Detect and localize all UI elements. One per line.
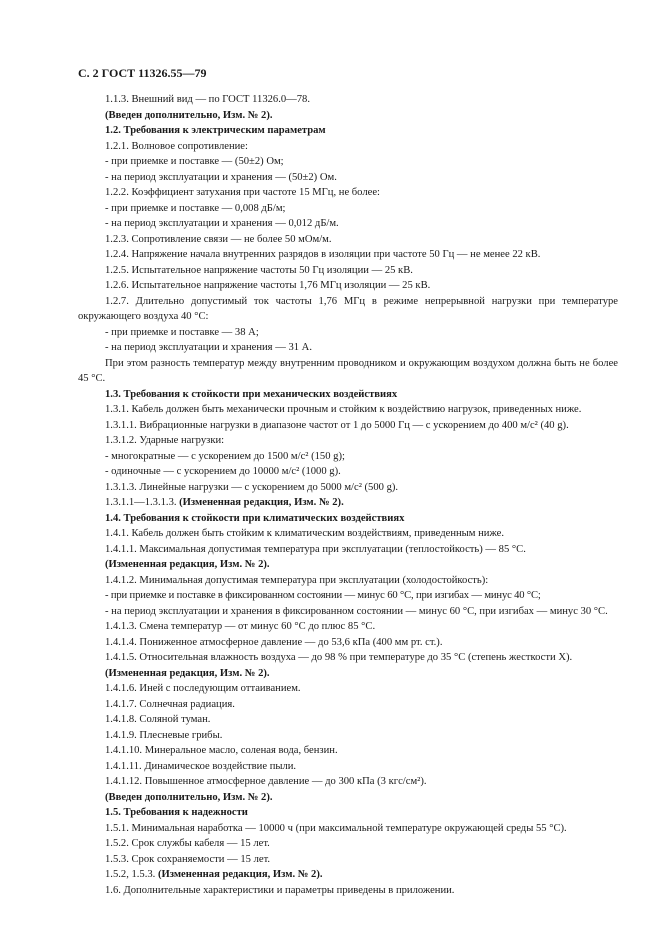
text-line: 1.2.1. Волновое сопротивление:	[105, 140, 248, 152]
text-line: 1.4.1.3. Смена температур — от минус 60 °С до плюс 85 °С.	[105, 621, 376, 632]
list-item: - на период эксплуатации и хранения — 31 А.	[105, 342, 312, 353]
list-item: - при приемке и поставке — 0,008 дБ/м;	[105, 202, 286, 214]
text-line: 1.3.1.3. Линейные нагрузки — с ускорением до 5000 м/с² (500 g).	[105, 481, 399, 493]
text-line: 1.5.3. Срок сохраняемости — 15 лет.	[105, 853, 271, 865]
text-line: 1.4.1.7. Солнечная радиация.	[105, 698, 235, 710]
text-paragraph: При этом разность температур между внутренним проводником и окружающим воздухом должна быть не более 45 °С.	[78, 357, 618, 384]
text-paragraph: 1.5.1. Минимальная наработка — 10000 ч (при максимальной температуре окружающей среды 55 °С).	[105, 822, 567, 834]
section-heading: 1.2. Требования к электрическим параметрам	[105, 125, 326, 136]
clause-range: 1.5.2, 1.5.3.	[105, 869, 158, 880]
text-line: 1.2.5. Испытательное напряжение частоты 50 Гц изоляции — 25 кВ.	[105, 264, 413, 276]
text-line: 1.4.1. Кабель должен быть стойким к климатическим воздействиям, приведенным ниже.	[105, 528, 504, 539]
list-item: - при приемке и поставке — (50±2) Ом;	[105, 156, 284, 167]
amendment-note: (Измененная редакция, Изм. № 2).	[179, 497, 344, 508]
text-line: 1.2.3. Сопротивление связи — не более 50 мОм/м.	[105, 233, 332, 245]
text-line: 1.5.2. Срок службы кабеля — 15 лет.	[105, 838, 270, 849]
amendment-note: (Измененная редакция, Изм. № 2).	[105, 667, 270, 679]
list-item: - при приемке и поставке в фиксированном состоянии — минус 60 °С, при изгибах — минус 40 °С;	[105, 590, 541, 601]
text-line: 1.4.1.4. Пониженное атмосферное давление — до 53,6 кПа (400 мм рт. ст.).	[105, 636, 443, 648]
amendment-note: (Введен дополнительно, Изм. № 2).	[105, 791, 273, 803]
list-item: - при приемке и поставке — 38 А;	[105, 326, 259, 338]
amendment-line	[78, 867, 618, 883]
text-line: 1.3.1.2. Ударные нагрузки:	[105, 435, 225, 446]
text-line: 1.2.6. Испытательное напряжение частоты 1,76 МГц изоляции — 25 кВ.	[105, 280, 431, 291]
amendment-note: (Измененная редакция, Изм. № 2).	[157, 869, 323, 880]
text-line: 1.4.1.6. Иней с последующим оттаиванием.	[105, 683, 301, 694]
clause-range: 1.3.1.1—1.3.1.3.	[105, 497, 180, 508]
amendment-note: (Измененная редакция, Изм. № 2).	[105, 559, 270, 570]
text-paragraph: 1.4.1.5. Относительная влажность воздуха — до 98 % при температуре до 35 °С (степень жесткости Х).	[105, 652, 573, 663]
section-heading: 1.4. Требования к стойкости при климатических воздействиях	[105, 512, 405, 524]
text-paragraph: 1.3.1.1. Вибрационные нагрузки в диапазоне частот от 1 до 5000 Гц — с ускорением до 400 м/с² (40 g).	[105, 419, 569, 431]
amendment-line	[78, 495, 618, 511]
text-line: 1.1.3. Внешний вид — по ГОСТ 11326.0—78.	[105, 94, 311, 105]
section-heading: 1.3. Требования к стойкости при механических воздействиях	[105, 388, 398, 400]
text-line: 1.6. Дополнительные характеристики и параметры приведены в приложении.	[105, 884, 455, 896]
text-line: 1.4.1.10. Минеральное масло, соленая вода, бензин.	[105, 745, 338, 756]
text-line: 1.4.1.9. Плесневые грибы.	[105, 729, 223, 741]
text-paragraph: 1.3.1. Кабель должен быть механически прочным и стойким к воздействию нагрузок, приведенных ниже.	[105, 404, 582, 415]
list-item: - на период эксплуатации и хранения — 0,012 дБ/м.	[105, 218, 339, 229]
text-line: 1.2.2. Коэффициент затухания при частоте 15 МГц, не более:	[105, 187, 380, 198]
list-item: - многократные — с ускорением до 1500 м/с² (150 g);	[105, 450, 345, 462]
section-heading: 1.5. Требования к надежности	[105, 807, 248, 818]
page-header: С. 2 ГОСТ 11326.55—79	[78, 66, 207, 80]
list-item: - одиночные — с ускорением до 10000 м/с² (1000 g).	[105, 466, 341, 477]
text-line: 1.4.1.12. Повышенное атмосферное давление — до 300 кПа (3 кгс/см²).	[105, 776, 427, 787]
amendment-note: (Введен дополнительно, Изм. № 2).	[105, 109, 273, 121]
list-item: - на период эксплуатации и хранения — (50±2) Ом.	[105, 171, 337, 183]
document-body	[78, 92, 618, 898]
text-line: 1.2.4. Напряжение начала внутренних разрядов в изоляции при частоте 50 Гц — не менее 22 кВ.	[105, 249, 541, 260]
list-item: - на период эксплуатации и хранения в фиксированном состоянии — минус 60 °С, при изгибах — минус 30 °С.	[105, 605, 608, 617]
text-line: 1.4.1.1. Максимальная допустимая температура при эксплуатации (теплостойкость) — 85 °С.	[105, 543, 526, 555]
text-line: 1.4.1.11. Динамическое воздействие пыли.	[105, 760, 297, 772]
text-paragraph: 1.2.7. Длительно допустимый ток частоты 1,76 МГц в режиме непрерывной нагрузки при температуре окружающего воздуха 40 °С:	[78, 295, 618, 322]
text-line: 1.4.1.2. Минимальная допустимая температура при эксплуатации (холодостойкость):	[105, 574, 489, 586]
text-line: 1.4.1.8. Соляной туман.	[105, 714, 211, 725]
